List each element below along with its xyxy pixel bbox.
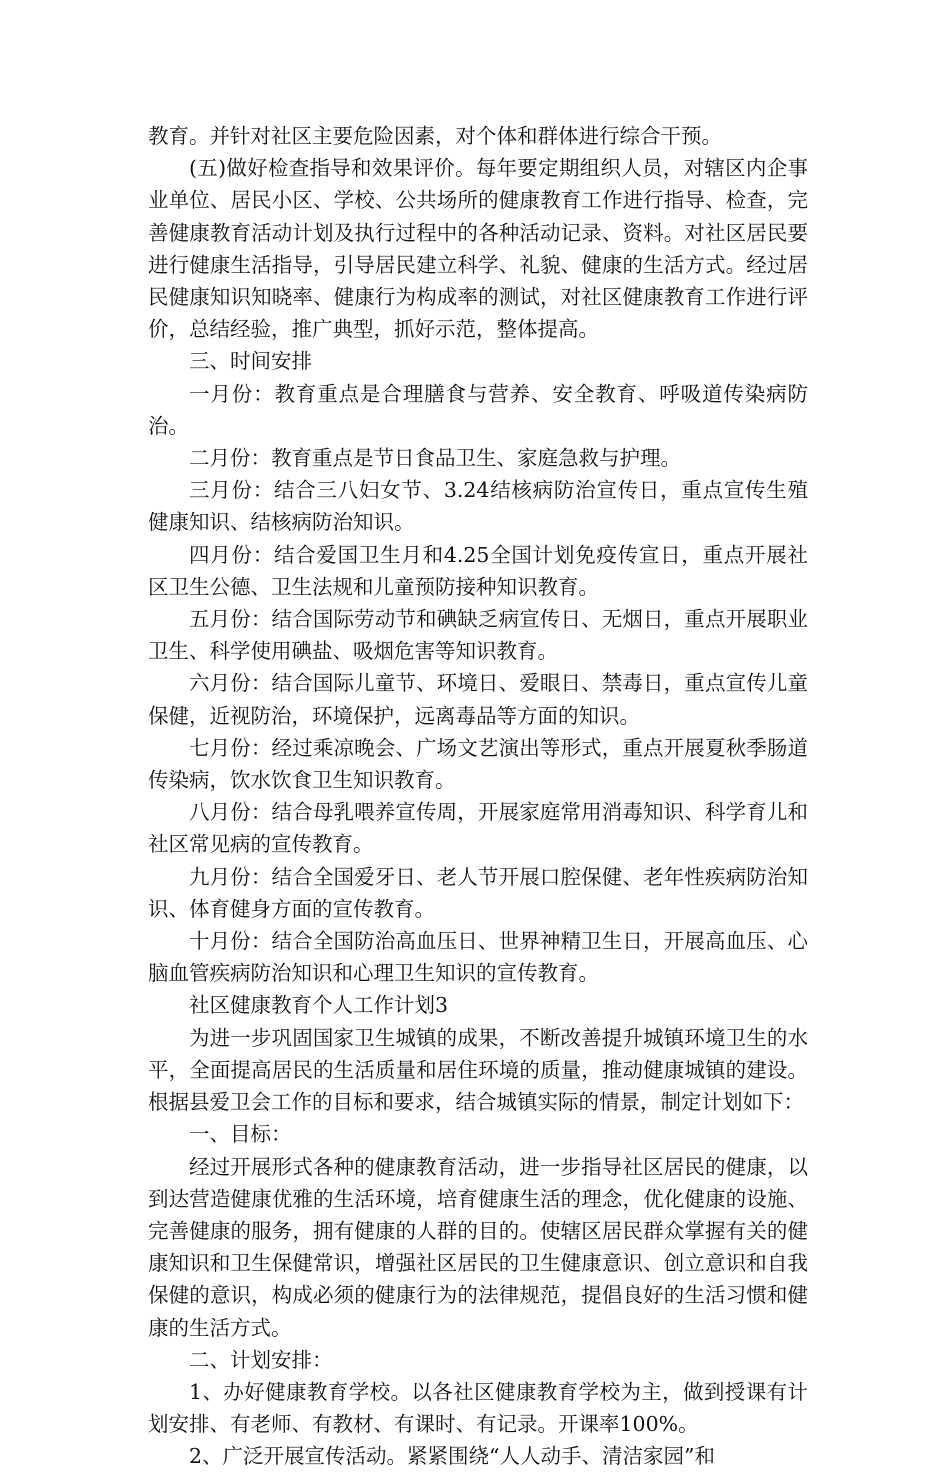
paragraph-september: 九月份：结合全国爱牙日、老人节开展口腔保健、老年性疾病防治知识、体育健身方面的宣传教育。 xyxy=(148,864,808,921)
paragraph-item-2: 2、广泛开展宣传活动。紧紧围绕“人人动手、清洁家园”和 xyxy=(189,1444,716,1469)
paragraph-march: 三月份：结合三八妇女节、3.24结核病防治宣传日，重点宣传生殖健康知识、结核病防治知识。 xyxy=(148,478,808,535)
paragraph-january: 一月份：教育重点是合理膳食与营养、安全教育、呼吸道传染病防治。 xyxy=(148,381,808,438)
paragraph-february: 二月份：教育重点是节日食品卫生、家庭急救与护理。 xyxy=(189,446,681,471)
paragraph-introduction: 为进一步巩固国家卫生城镇的成果，不断改善提升城镇环境卫生的水平，全面提高居民的生活质量和居住环境的质量，推动健康城镇的建设。根据县爱卫会工作的目标和要求，结合城镇实际的情景，制定计划如下： xyxy=(148,1025,808,1115)
paragraph-july: 七月份：经过乘凉晚会、广场文艺演出等形式，重点开展夏秋季肠道传染病，饮水饮食卫生知识教育。 xyxy=(148,735,808,793)
paragraph-may: 五月份：结合国际劳动节和碘缺乏病宣传日、无烟日，重点开展职业卫生、科学使用碘盐、吸烟危害等知识教育。 xyxy=(148,607,808,664)
paragraph-october: 十月份：结合全国防治高血压日、世界神精卫生日，开展高血压、心脑血管疾病防治知识和心理卫生知识的宣传教育。 xyxy=(148,929,808,986)
heading-plan-arrangement: 二、计划安排： xyxy=(189,1347,333,1372)
paragraph-goals: 经过开展形式各种的健康教育活动，进一步指导社区居民的健康，以到达营造健康优雅的生活环境，培育健康生活的理念，优化健康的设施、完善健康的服务，拥有健康的人群的目的。使辖区居民群众掌握有关的健康知识和卫生保健常识，增强社区居民的卫生健康意识、创立意识和自我保健的意识，构成必须的健康行为的法律规范，提倡良好的生活习惯和健康的生活方式。 xyxy=(148,1154,808,1340)
document-body xyxy=(148,120,808,1473)
heading-goals: 一、目标： xyxy=(189,1122,292,1147)
paragraph-august: 八月份：结合母乳喂养宣传周，开展家庭常用消毒知识、科学育儿和社区常见病的宣传教育。 xyxy=(148,800,808,857)
paragraph-item-1: 1、办好健康教育学校。以各社区健康教育学校为主，做到授课有计划安排、有老师、有教材、有课时、有记录。开课率100%。 xyxy=(148,1379,808,1437)
paragraph-inspection-evaluation: (五)做好检查指导和效果评价。每年要定期组织人员，对辖区内企事业单位、居民小区、学校、公共场所的健康教育工作进行指导、检查，完善健康教育活动计划及执行过程中的各种活动记录、资料。对社区居民要进行健康生活指导，引导居民建立科学、礼貌、健康的生活方式。经过居民健康知识知晓率、健康行为构成率的测试，对社区健康教育工作进行评价，总结经验，推广典型，抓好示范，整体提高。 xyxy=(148,156,808,342)
paragraph-april: 四月份：结合爱国卫生月和4.25全国计划免疫传宣日，重点开展社区卫生公德、卫生法规和儿童预防接种知识教育。 xyxy=(148,542,808,599)
heading-time-schedule: 三、时间安排 xyxy=(189,349,312,374)
section-title-plan-3: 社区健康教育个人工作计划3 xyxy=(189,993,449,1018)
paragraph-continuation: 教育。并针对社区主要危险因素，对个体和群体进行综合干预。 xyxy=(148,124,722,148)
paragraph-june: 六月份：结合国际儿童节、环境日、爱眼日、禁毒日，重点宣传儿童保健，近视防治，环境保护，远离毒品等方面的知识。 xyxy=(148,671,808,728)
